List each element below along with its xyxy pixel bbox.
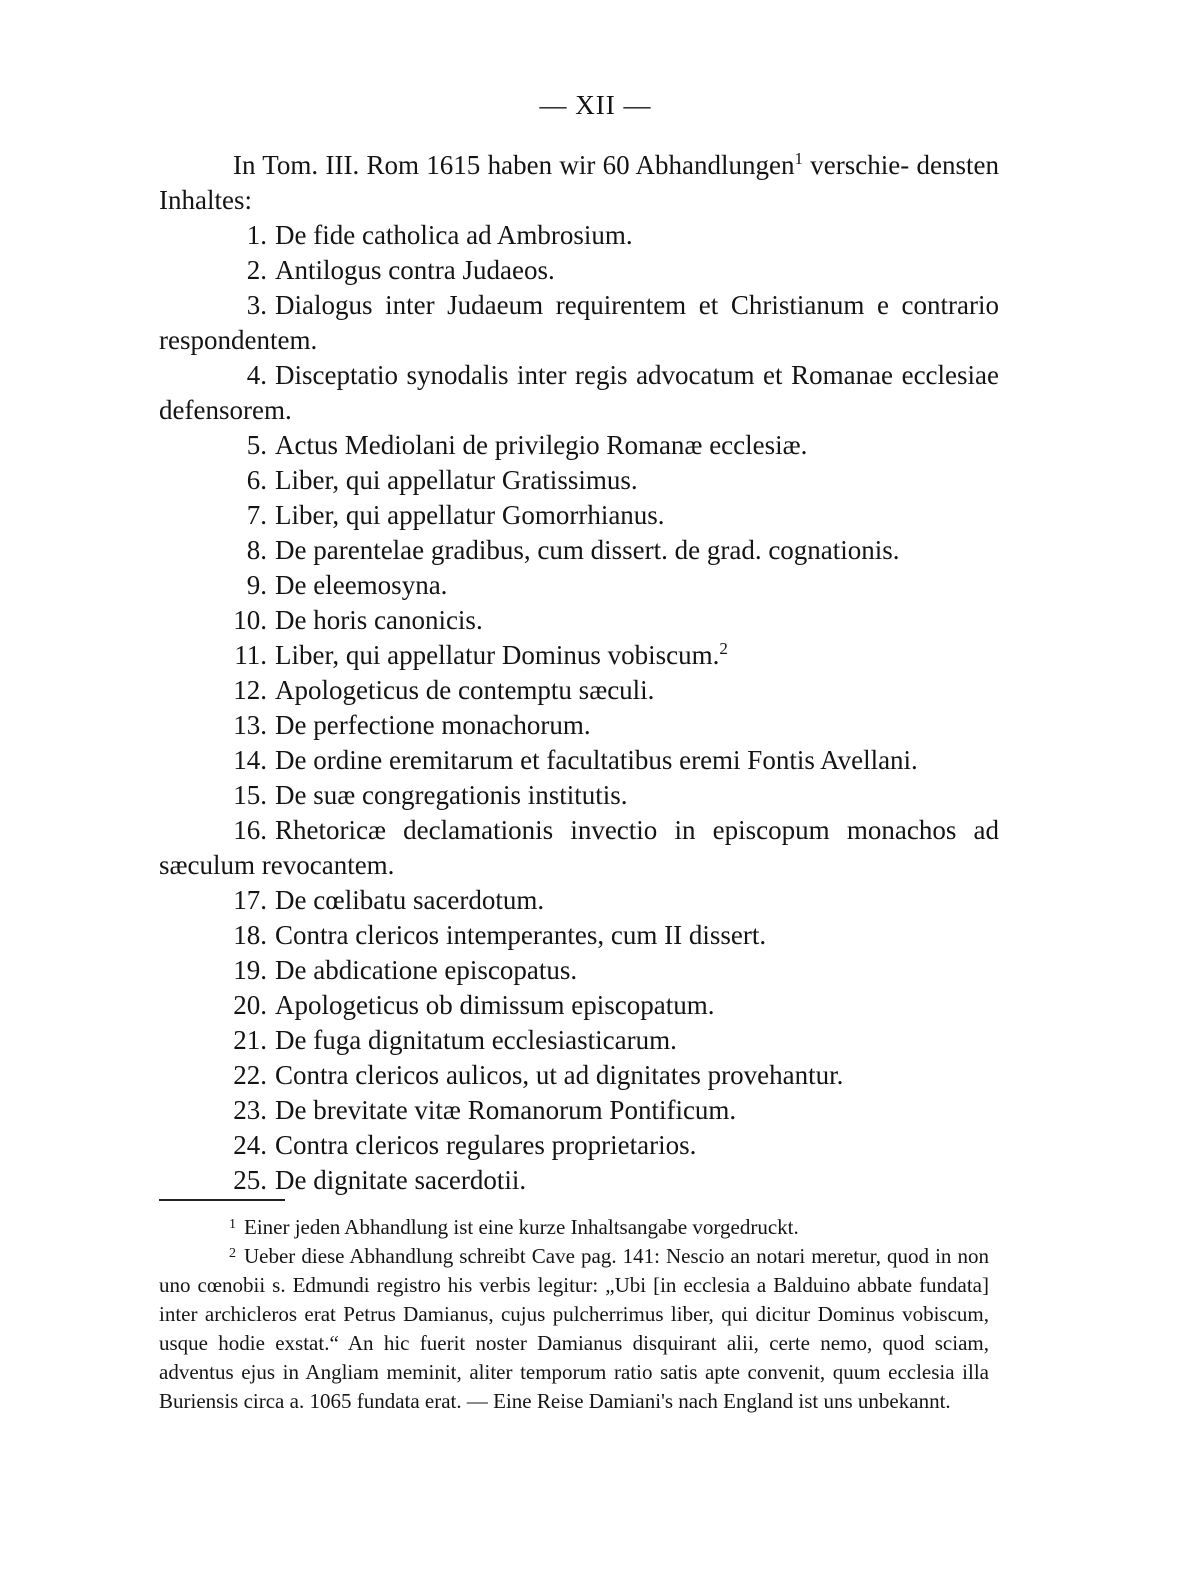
intro-paragraph bbox=[159, 148, 999, 218]
item-number: 3. bbox=[246, 290, 267, 320]
list-item bbox=[159, 1093, 999, 1128]
list-item bbox=[159, 498, 999, 533]
list-item bbox=[159, 638, 999, 673]
item-number: 7. bbox=[246, 500, 267, 530]
list-item bbox=[159, 883, 999, 918]
item-number: 25. bbox=[233, 1165, 267, 1195]
item-title: Contra clericos intemperantes, cum II dissert. bbox=[275, 920, 767, 950]
item-title: Disceptatio synodalis inter regis advocatum et Romanae ecclesiae defensorem. bbox=[159, 360, 999, 425]
item-number: 9. bbox=[246, 570, 267, 600]
item-title: Apologeticus de contemptu sæculi. bbox=[275, 675, 655, 705]
footnote-divider bbox=[159, 1199, 285, 1201]
item-title: Liber, qui appellatur Gratissimus. bbox=[275, 465, 638, 495]
footnote-ref-2: 2 bbox=[719, 639, 728, 658]
footnote-1 bbox=[159, 1213, 989, 1242]
treatise-list bbox=[159, 218, 999, 1198]
item-number: 15. bbox=[233, 780, 267, 810]
footnote-mark: 2 bbox=[229, 1246, 236, 1261]
item-title: Dialogus inter Judaeum requirentem et Christianum e contrario respondentem. bbox=[159, 290, 999, 355]
list-item bbox=[159, 953, 999, 988]
item-title: De fide catholica ad Ambrosium. bbox=[275, 220, 633, 250]
item-number: 10. bbox=[233, 605, 267, 635]
item-title: De ordine eremitarum et facultatibus eremi Fontis Avellani. bbox=[275, 745, 918, 775]
item-number: 21. bbox=[233, 1025, 267, 1055]
item-title: Rhetoricæ declamationis invectio in episcopum monachos ad sæculum revocantem. bbox=[159, 815, 999, 880]
item-title: Contra clericos aulicos, ut ad dignitates provehantur. bbox=[275, 1060, 844, 1090]
item-title: De horis canonicis. bbox=[275, 605, 483, 635]
list-item bbox=[159, 1023, 999, 1058]
item-title: Apologeticus ob dimissum episcopatum. bbox=[275, 990, 715, 1020]
list-item bbox=[159, 778, 999, 813]
item-number: 22. bbox=[233, 1060, 267, 1090]
list-item bbox=[159, 288, 999, 358]
list-item bbox=[159, 603, 999, 638]
intro-text-a: In Tom. III. Rom 1615 haben wir 60 Abhandlungen bbox=[233, 150, 795, 180]
list-item bbox=[159, 918, 999, 953]
item-title: De perfectione monachorum. bbox=[275, 710, 591, 740]
item-title: De suæ congregationis institutis. bbox=[275, 780, 628, 810]
item-number: 13. bbox=[233, 710, 267, 740]
item-number: 16. bbox=[233, 815, 267, 845]
item-title: Actus Mediolani de privilegio Romanæ ecclesiæ. bbox=[275, 430, 808, 460]
item-number: 12. bbox=[233, 675, 267, 705]
item-number: 23. bbox=[233, 1095, 267, 1125]
list-item bbox=[159, 218, 999, 253]
list-item bbox=[159, 253, 999, 288]
footnote-text: Ueber diese Abhandlung schreibt Cave pag. 141: Nescio an notari meretur, quod in non uno cœnobii s. Edmundi registro his verbis legitur: „Ubi [in ecclesia a Balduino abbate fundata] inter archicleros erat Petrus Damianus, cujus pulcherrimus liber, qui dicitur Dominus vobiscum, usque hodie exstat.“ An hic fuerit noster Damianus disquirant alii, certe nemo, quod sciam, adventus ejus in Angliam meminit, aliter temporum ratio satis apte convenit, quum ecclesia illa Buriensis circa a. 1065 fundata erat. — Eine Reise Damiani's nach England ist uns unbekannt. bbox=[159, 1244, 989, 1413]
list-item bbox=[159, 428, 999, 463]
list-item bbox=[159, 533, 999, 568]
item-title: De parentelae gradibus, cum dissert. de grad. cognationis. bbox=[275, 535, 900, 565]
list-item bbox=[159, 358, 999, 428]
item-number: 2. bbox=[246, 255, 267, 285]
item-title: Antilogus contra Judaeos. bbox=[275, 255, 555, 285]
item-number: 8. bbox=[246, 535, 267, 565]
list-item bbox=[159, 673, 999, 708]
item-title: Liber, qui appellatur Gomorrhianus. bbox=[275, 500, 665, 530]
item-title: De brevitate vitæ Romanorum Pontificum. bbox=[275, 1095, 737, 1125]
footnote-mark: 1 bbox=[229, 1217, 236, 1232]
item-title: Liber, qui appellatur Dominus vobiscum. bbox=[275, 640, 720, 670]
list-item bbox=[159, 1163, 999, 1198]
page-number: — XII — bbox=[539, 90, 652, 120]
list-item bbox=[159, 988, 999, 1023]
item-title: De abdicatione episcopatus. bbox=[275, 955, 578, 985]
list-item bbox=[159, 1058, 999, 1093]
footnote-ref-1: 1 bbox=[794, 149, 803, 168]
item-number: 1. bbox=[246, 220, 267, 250]
footnotes bbox=[159, 1213, 989, 1416]
item-number: 11. bbox=[234, 640, 267, 670]
item-title: De fuga dignitatum ecclesiasticarum. bbox=[275, 1025, 677, 1055]
intro-text-b: verschie- densten Inhaltes: bbox=[159, 150, 999, 215]
item-number: 4. bbox=[246, 360, 267, 390]
list-item bbox=[159, 1128, 999, 1163]
list-item bbox=[159, 568, 999, 603]
item-title: De cœlibatu sacerdotum. bbox=[275, 885, 545, 915]
list-item bbox=[159, 813, 999, 883]
list-item bbox=[159, 463, 999, 498]
footnote-text: Einer jeden Abhandlung ist eine kurze Inhaltsangabe vorgedruckt. bbox=[244, 1215, 799, 1239]
list-item bbox=[159, 743, 999, 778]
item-number: 5. bbox=[246, 430, 267, 460]
item-number: 14. bbox=[233, 745, 267, 775]
item-title: De dignitate sacerdotii. bbox=[275, 1165, 527, 1195]
item-number: 20. bbox=[233, 990, 267, 1020]
footnote-2 bbox=[159, 1242, 989, 1416]
item-number: 19. bbox=[233, 955, 267, 985]
item-number: 18. bbox=[233, 920, 267, 950]
item-title: Contra clericos regulares proprietarios. bbox=[275, 1130, 697, 1160]
item-title: De eleemosyna. bbox=[275, 570, 448, 600]
item-number: 24. bbox=[233, 1130, 267, 1160]
item-number: 17. bbox=[233, 885, 267, 915]
list-item bbox=[159, 708, 999, 743]
item-number: 6. bbox=[246, 465, 267, 495]
